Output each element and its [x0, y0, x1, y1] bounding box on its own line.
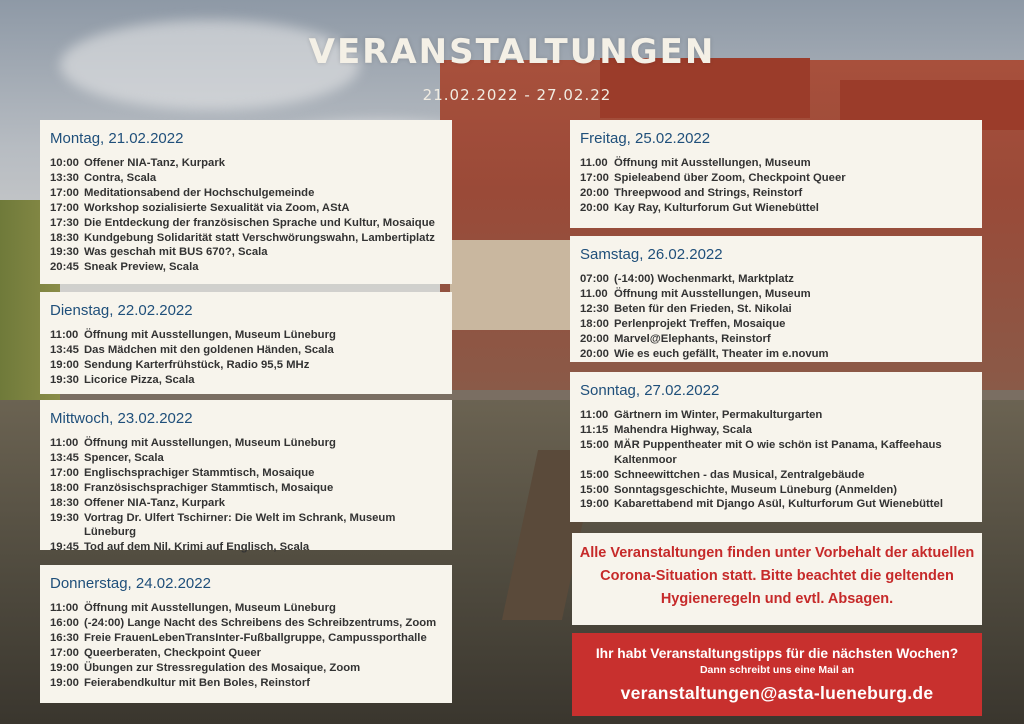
- event-tips-banner: [572, 633, 982, 716]
- page-title: VERANSTALTUNGEN: [308, 32, 716, 72]
- event-time: 10:00: [50, 157, 79, 169]
- event-description: Sneak Preview, Scala: [84, 261, 199, 274]
- event-time: 12:30: [580, 302, 609, 315]
- event-time: 20:00: [580, 347, 609, 360]
- event-description: Queerberaten, Checkpoint Queer: [84, 646, 262, 659]
- event-description: Workshop sozialisierte Sexualität via Zoom, AStA: [84, 201, 350, 214]
- event-row: [50, 601, 442, 616]
- event-description: (-24:00) Lange Nacht des Schreibens des Schreibzentrums, Zoom: [84, 616, 437, 629]
- event-time: 11.00: [580, 157, 608, 169]
- event-time: 11:00: [50, 329, 79, 341]
- event-description: Vortrag Dr. Ulfert Tschirner: Die Welt im Schrank, Museum Lüneburg: [84, 511, 396, 539]
- event-row: [50, 631, 442, 646]
- event-time: 19:30: [50, 246, 79, 259]
- event-row: [50, 216, 442, 231]
- event-description: Öffnung mit Ausstellungen, Museum Lüneburg: [84, 437, 336, 449]
- day-card-samstag: [570, 236, 982, 362]
- event-row: [580, 287, 972, 302]
- event-description: Das Mädchen mit den goldenen Händen, Scala: [84, 343, 334, 356]
- event-description: Freie FrauenLebenTransInter-Fußballgruppe, Campussporthalle: [84, 631, 427, 644]
- event-description: Kay Ray, Kulturforum Gut Wienebüttel: [614, 201, 819, 214]
- event-description: Sonntagsgeschichte, Museum Lüneburg (Anmelden): [614, 483, 898, 496]
- event-time: 18:00: [580, 317, 609, 330]
- event-description: Englischsprachiger Stammtisch, Mosaique: [84, 466, 315, 479]
- event-row: [580, 423, 972, 438]
- event-time: 13:30: [50, 171, 79, 184]
- event-time: 18:00: [50, 481, 79, 494]
- event-time: 20:00: [580, 186, 609, 199]
- event-time: 19:00: [580, 498, 609, 511]
- event-list: [50, 328, 442, 388]
- event-description: Öffnung mit Ausstellungen, Museum: [614, 157, 811, 169]
- event-row: [50, 186, 442, 201]
- event-description: Wie es euch gefällt, Theater im e.novum: [614, 347, 829, 360]
- event-time: 15:00: [580, 468, 609, 481]
- event-description: Öffnung mit Ausstellungen, Museum: [614, 287, 811, 300]
- event-time: 17:30: [50, 216, 79, 229]
- event-row: [50, 511, 442, 541]
- event-time: 11:00: [50, 437, 79, 449]
- event-list: [50, 601, 442, 690]
- event-row: [50, 496, 442, 511]
- event-row: [580, 332, 972, 347]
- event-description: Beten für den Frieden, St. Nikolai: [614, 302, 792, 315]
- event-description: Spieleabend über Zoom, Checkpoint Queer: [614, 171, 846, 184]
- event-row: [50, 661, 442, 676]
- event-row: [50, 201, 442, 216]
- event-row: [580, 156, 972, 171]
- event-row: [50, 466, 442, 481]
- event-time: 15:00: [580, 438, 609, 451]
- event-row: [50, 540, 442, 555]
- event-time: 16:30: [50, 631, 79, 644]
- house-facade: [450, 240, 570, 330]
- event-row: [50, 646, 442, 661]
- event-time: 18:30: [50, 496, 79, 509]
- event-time: 17:00: [50, 646, 79, 659]
- day-title: Samstag, 26.02.2022: [580, 246, 723, 263]
- event-row: [580, 201, 972, 216]
- event-list: [580, 156, 972, 216]
- event-row: [580, 438, 972, 468]
- event-row: [580, 317, 972, 332]
- day-card-mittwoch: [40, 400, 452, 554]
- event-time: 13:45: [50, 451, 79, 464]
- event-row: [580, 186, 972, 201]
- event-time: 15:00: [580, 483, 609, 496]
- event-description: Mahendra Highway, Scala: [614, 423, 752, 436]
- event-description: Gärtnern im Winter, Permakulturgarten: [614, 409, 823, 421]
- event-row: [50, 343, 442, 358]
- event-description: Offener NIA-Tanz, Kurpark: [84, 157, 226, 169]
- event-row: [580, 468, 972, 483]
- event-time: 16:00: [50, 616, 79, 629]
- event-description: Sendung Karterfrühstück, Radio 95,5 MHz: [84, 358, 310, 371]
- event-row: [50, 171, 442, 186]
- event-row: [580, 171, 972, 186]
- event-row: [50, 676, 442, 691]
- event-description: Die Entdeckung der französischen Sprache und Kultur, Mosaique: [84, 216, 435, 229]
- event-list: [50, 156, 442, 275]
- event-description: Öffnung mit Ausstellungen, Museum Lüneburg: [84, 329, 336, 341]
- event-row: [50, 373, 442, 388]
- day-title: Donnerstag, 24.02.2022: [50, 575, 211, 592]
- event-time: 19:30: [50, 373, 79, 386]
- event-description: Öffnung mit Ausstellungen, Museum Lüneburg: [84, 602, 336, 614]
- event-time: 13:45: [50, 343, 79, 356]
- event-description: Französischsprachiger Stammtisch, Mosaique: [84, 481, 334, 494]
- event-description: Meditationsabend der Hochschulgemeinde: [84, 186, 315, 199]
- email-link[interactable]: veranstaltungen@asta-lueneburg.de: [620, 683, 934, 703]
- event-row: [580, 497, 972, 512]
- event-time: 17:00: [50, 466, 79, 479]
- event-time: 20:45: [50, 261, 79, 274]
- event-row: [50, 231, 442, 246]
- event-time: 19:30: [50, 511, 79, 524]
- cta-question: Ihr habt Veranstaltungstipps für die nächsten Wochen?: [595, 646, 959, 661]
- event-time: 17:00: [50, 201, 79, 214]
- day-card-donnerstag: [40, 565, 452, 703]
- event-time: 18:30: [50, 231, 79, 244]
- event-time: 17:00: [580, 171, 609, 184]
- day-title: Freitag, 25.02.2022: [580, 130, 711, 147]
- event-time: 20:00: [580, 201, 609, 214]
- event-time: 07:00: [580, 273, 609, 285]
- event-row: [50, 481, 442, 496]
- day-card-dienstag: [40, 292, 452, 394]
- day-title: Montag, 21.02.2022: [50, 130, 184, 147]
- event-description: Marvel@Elephants, Reinstorf: [614, 332, 771, 345]
- event-row: [580, 302, 972, 317]
- event-list: [580, 272, 972, 361]
- event-description: Offener NIA-Tanz, Kurpark: [84, 496, 226, 509]
- event-description: Kundgebung Solidarität statt Verschwörungswahn, Lambertiplatz: [84, 231, 435, 244]
- event-row: [50, 451, 442, 466]
- event-row: [580, 483, 972, 498]
- event-row: [580, 347, 972, 362]
- event-description: Contra, Scala: [84, 171, 157, 184]
- event-description: MÄR Puppentheater mit O wie schön ist Panama, Kaffeehaus Kaltenmoor: [614, 438, 942, 466]
- event-time: 17:00: [50, 186, 79, 199]
- event-description: Perlenprojekt Treffen, Mosaique: [614, 317, 786, 330]
- event-time: 19:00: [50, 676, 79, 689]
- corona-notice: Alle Veranstaltungen finden unter Vorbehalt der aktuellen Corona-Situation statt. Bitte beachtet die geltenden Hygieneregeln und evtl. Absagen.: [572, 533, 982, 625]
- event-time: 19:00: [50, 661, 79, 674]
- event-description: Threepwood and Strings, Reinstorf: [614, 186, 803, 199]
- event-time: 11:15: [580, 423, 609, 436]
- event-description: Spencer, Scala: [84, 451, 164, 464]
- event-time: 19:00: [50, 358, 79, 371]
- cta-subline: Dann schreibt uns eine Mail an: [699, 664, 855, 676]
- day-card-sonntag: [570, 372, 982, 522]
- event-description: Was geschah mit BUS 670?, Scala: [84, 246, 268, 259]
- event-row: [50, 245, 442, 260]
- day-card-freitag: [570, 120, 982, 228]
- event-time: 11.00: [580, 287, 608, 300]
- event-description: Feierabendkultur mit Ben Boles, Reinstorf: [84, 676, 310, 689]
- day-title: Sonntag, 27.02.2022: [580, 382, 720, 399]
- event-description: Übungen zur Stressregulation des Mosaique, Zoom: [84, 661, 361, 674]
- event-row: [50, 156, 442, 171]
- event-time: 20:00: [580, 332, 609, 345]
- day-card-montag: [40, 120, 452, 284]
- event-list: [580, 408, 972, 512]
- event-list: [50, 436, 442, 555]
- event-time: 19:45: [50, 541, 79, 554]
- event-row: [580, 272, 972, 287]
- day-title: Dienstag, 22.02.2022: [50, 302, 193, 319]
- event-time: 11:00: [50, 602, 79, 614]
- event-description: Schneewittchen - das Musical, Zentralgebäude: [614, 468, 865, 481]
- event-description: (-14:00) Wochenmarkt, Marktplatz: [614, 273, 794, 285]
- event-time: 11:00: [580, 409, 609, 421]
- event-row: [50, 358, 442, 373]
- date-range: 21.02.2022 - 27.02.22: [422, 86, 612, 104]
- day-title: Mittwoch, 23.02.2022: [50, 410, 193, 427]
- event-description: Kabarettabend mit Django Asül, Kulturforum Gut Wienebüttel: [614, 498, 943, 511]
- event-row: [50, 328, 442, 343]
- event-row: [580, 408, 972, 423]
- event-row: [50, 616, 442, 631]
- event-row: [50, 436, 442, 451]
- event-row: [50, 260, 442, 275]
- event-description: Licorice Pizza, Scala: [84, 373, 195, 386]
- event-description: Tod auf dem Nil. Krimi auf Englisch, Scala: [84, 541, 310, 554]
